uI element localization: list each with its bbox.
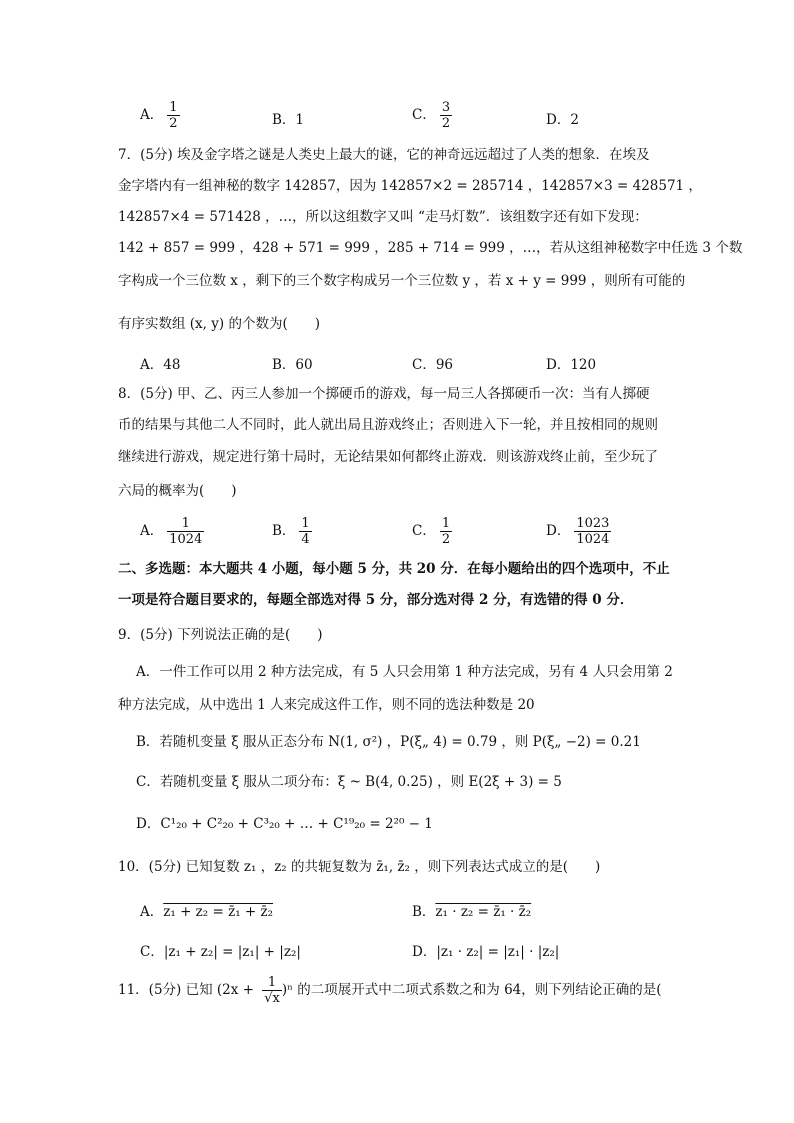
q9-option-c: C．若随机变量 ξ 服从二项分布：ξ ~ B(4, 0.25) ，则 E(2ξ + 3) = 5	[136, 774, 562, 790]
q6-option-d: D．2	[546, 112, 579, 128]
q8-line-3: 继续进行游戏，规定进行第十局时，无论结果如何都终止游戏．则该游戏终止前，至少玩了	[118, 449, 658, 465]
q9-option-a-line-1: A．一件工作可以用 2 种方法完成，有 5 人只会用第 1 种方法完成，另有 4 人只会用第 2	[136, 664, 673, 680]
q8-option-a: A． $\frac{1}{1024}$	[140, 516, 203, 547]
q7-line-5: 字构成一个三位数 x ，剩下的三个数字构成另一个三位数 y ，若 x + y = 999 ，则所有可能的	[118, 273, 686, 289]
q8-option-d: D． $\frac{1023}{1024}$	[546, 516, 610, 547]
q7-line-2: 金字塔内有一组神秘的数字 142857，因为 142857×2 = 285714 ，142857×3 = 428571 ，	[118, 178, 702, 194]
q8-option-b: B． $\frac{1}{4}$	[272, 516, 310, 547]
q11-stem: 11．(5分) 已知 (2x + $\frac{1}{√x}$ )ⁿ 的二项展开式中二项式系数之和为 64，则下列结论正确的是(	[118, 975, 662, 1006]
q6-option-a: A． $\frac{1}{2}$	[140, 100, 178, 131]
q9-stem: 9．(5分) 下列说法正确的是( )	[118, 627, 323, 643]
q6-option-b: B．1	[272, 112, 305, 128]
q7-line-1: 7．(5分) 埃及金字塔之谜是人类史上最大的谜，它的神奇远远超过了人类的想象．在埃及	[118, 147, 650, 163]
q9-option-d: D．C¹₂₀ + C²₂₀ + C³₂₀ + … + C¹⁹₂₀ = 2²⁰ − 1	[136, 816, 433, 832]
q8-line-2: 币的结果与其他二人不同时，此人就出局且游戏终止；否则进入下一轮，并且按相同的规则	[118, 417, 658, 433]
q7-option-b: B．60	[272, 357, 313, 373]
q10-option-a: A．z₁ + z₂ = z̄₁ + z̄₂	[140, 904, 274, 920]
q7-option-a: A．48	[140, 357, 181, 373]
q10-stem: 10．(5分) 已知复数 z₁ ，z₂ 的共轭复数为 z̄₁, z̄₂ ，则下列表达式成立的是( )	[118, 859, 601, 875]
q7-option-c: C．96	[412, 357, 454, 373]
q6-option-c: C． $\frac{3}{2}$	[412, 100, 451, 131]
q7-option-d: D．120	[546, 357, 597, 373]
q8-line-1: 8．(5分) 甲、乙、丙三人参加一个掷硬币的游戏，每一局三人各掷硬币一次：当有人掷硬	[118, 386, 650, 402]
q8-line-4: 六局的概率为( )	[118, 483, 237, 499]
q8-option-c: C． $\frac{1}{2}$	[412, 516, 451, 547]
q9-option-a-line-2: 种方法完成，从中选出 1 人来完成这件工作，则不同的选法种数是 20	[118, 697, 535, 713]
q7-line-4: 142 + 857 = 999 ，428 + 571 = 999 ，285 + 714 = 999 ，…，若从这组神秘数字中任选 3 个数	[118, 240, 743, 256]
q10-option-b: B．z₁ · z₂ = z̄₁ · z̄₂	[412, 904, 532, 920]
section-2-heading-line-2: 一项是符合题目要求的，每题全部选对得 5 分，部分选对得 2 分，有选错的得 0 分．	[118, 592, 634, 608]
q10-option-d: D．|z₁ · z₂| = |z₁| · |z₂|	[412, 944, 560, 960]
q9-option-b: B．若随机变量 ξ 服从正态分布 N(1, σ²) ，P(ξ„ 4) = 0.79 ，则 P(ξ„ −2) = 0.21	[136, 734, 641, 750]
q10-option-c: C．|z₁ + z₂| = |z₁| + |z₂|	[140, 944, 301, 960]
section-2-heading-line-1: 二、多选题：本大题共 4 小题，每小题 5 分，共 20 分．在每小题给出的四个选项中，不止	[118, 561, 670, 577]
q7-line-3: 142857×4 = 571428 ，…，所以这组数字又叫 “走马灯数”．该组数字还有如下发现：	[118, 209, 648, 225]
q7-line-6: 有序实数组 (x, y) 的个数为( )	[118, 316, 320, 332]
